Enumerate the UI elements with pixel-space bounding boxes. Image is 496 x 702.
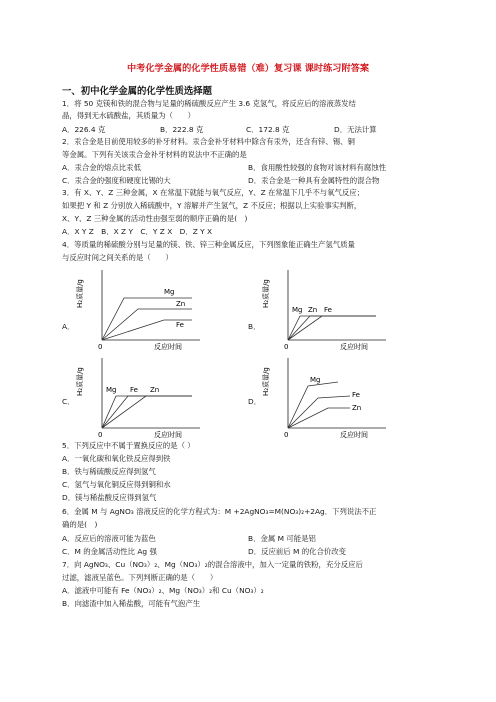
q1-option-a: A．226.4 克 bbox=[62, 125, 106, 134]
q5-option-d: D．镁与稀盐酸反应得到氢气 bbox=[62, 493, 157, 502]
q3-stem-line1: 3．有 X、Y、Z 三种金属，X 在常温下就能与氧气反应，Y、Z 在常温下几乎不与氧气反应； bbox=[62, 188, 365, 197]
x-axis-label: 反应时间 bbox=[340, 431, 368, 438]
series-label-zn: Zn bbox=[176, 300, 186, 308]
series-label-fe: Fe bbox=[352, 391, 360, 399]
q4-option-d-label: D． bbox=[248, 397, 262, 406]
q3-options: A．X Y Z B．X Z Y C．Y Z X D．Z Y X bbox=[62, 227, 213, 236]
q5-stem: 5．下列反应中不属于置换反应的是（ ） bbox=[62, 441, 195, 450]
q6-option-d: D．反应前后 M 的化合价改变 bbox=[248, 547, 347, 556]
q6-stem-line1: 6．金属 M 与 AgNO₃ 溶液反应的化学方程式为：M +2AgNO₃=M(NO₃)₂+2Ag．下列说法不正 bbox=[62, 507, 377, 516]
q4-option-b-label: B． bbox=[248, 322, 261, 331]
series-label-mg: Mg bbox=[164, 288, 175, 296]
q4-option-a-label: A． bbox=[62, 322, 75, 331]
q1-option-d: D．无法计算 bbox=[334, 125, 377, 134]
q2-stem-line2: 等金属。下列有关该汞合金补牙材料的说法中不正确的是 bbox=[62, 150, 247, 159]
y-axis-label: H₂质量/g bbox=[76, 367, 84, 396]
q7-option-a: A．滤液中可能有 Fe（NO₃）₂、Mg（NO₃）₂和 Cu（NO₃）₂ bbox=[62, 586, 264, 595]
q2-option-b: B．食用酸性较强的食物对该材料有腐蚀性 bbox=[248, 163, 387, 172]
q2-option-d: D．汞合金是一种具有金属特性的混合物 bbox=[248, 176, 380, 185]
series-line-mg bbox=[288, 382, 338, 428]
q1-option-c: C．172.8 克 bbox=[246, 125, 290, 134]
q6-option-b: B．金属 M 可能是铝 bbox=[248, 534, 316, 543]
series-label-zn: Zn bbox=[352, 404, 362, 412]
q3-stem-line3: X、Y、Z 三种金属的活动性由强至弱的顺序正确的是( ) bbox=[62, 214, 248, 223]
q3-stem-line2: 如果把 Y 和 Z 分别放入稀硫酸中，Y 溶解并产生氢气，Z 不反应；根据以上实验事实判断， bbox=[62, 201, 362, 210]
series-label-fe: Fe bbox=[324, 306, 332, 314]
y-axis-label: H₂质量/g bbox=[262, 367, 270, 396]
q4-chart-b bbox=[258, 264, 388, 350]
q7-stem-line2: 过滤，滤液呈蓝色。下列判断正确的是（ ） bbox=[62, 573, 218, 582]
q7-option-b: B．向滤渣中加入稀盐酸，可能有气泡产生 bbox=[62, 599, 201, 608]
x-axis-label: 反应时间 bbox=[154, 431, 182, 438]
q4-chart-a bbox=[72, 264, 202, 350]
series-line-zn bbox=[288, 316, 376, 340]
q5-option-b: B．铁与稀硫酸反应得到氢气 bbox=[62, 467, 156, 476]
q4-chart-d bbox=[258, 352, 388, 438]
q1-stem-line1: 1．将 50 克镁和铁的混合物与足量的稀硫酸反应产生 3.6 克氢气，将反应后的溶液蒸发结 bbox=[62, 99, 356, 108]
page-title: 中考化学金属的化学性质易错（难）复习课 课时练习附答案 bbox=[126, 63, 370, 74]
series-label-mg: Mg bbox=[310, 376, 321, 384]
q6-option-c: C．M 的金属活动性比 Ag 强 bbox=[62, 547, 157, 556]
series-line-mg bbox=[288, 316, 376, 340]
series-label-zn: Zn bbox=[150, 386, 160, 394]
series-line-fe bbox=[102, 396, 192, 428]
q4-stem-line1: 4．等质量的稀硫酸分别与足量的镁、铁、锌三种金属反应，下列图象能正确生产氢气质量 bbox=[62, 240, 355, 249]
q2-option-c: C．汞合金的强度和硬度比锡的大 bbox=[62, 176, 171, 185]
q1-stem-line2: 晶，得到无水硫酸盐，其质量为（ ） bbox=[62, 111, 196, 120]
series-label-mg: Mg bbox=[292, 306, 303, 314]
section-heading: 一、初中化学金属的化学性质选择题 bbox=[62, 86, 213, 97]
q5-option-a: A．一氧化碳和氧化铁反应得到铁 bbox=[62, 454, 171, 463]
q4-stem-line2: 与反应时间之间关系的是（ ） bbox=[62, 253, 173, 262]
x-axis-label: 反应时间 bbox=[340, 343, 368, 350]
y-axis-label: H₂质量/g bbox=[76, 279, 84, 308]
series-line-fe bbox=[288, 316, 376, 340]
series-label-zn: Zn bbox=[308, 306, 318, 314]
q7-stem-line1: 7．向 AgNO₃、Cu（NO₃）₂、Mg（NO₃）₂的混合溶液中，加入一定量的铁粉，充分反应后 bbox=[62, 560, 363, 569]
q5-option-c: C．氢气与氧化铜反应得到铜和水 bbox=[62, 480, 171, 489]
series-label-fe: Fe bbox=[130, 386, 138, 394]
series-label-fe: Fe bbox=[176, 321, 184, 329]
origin-label: 0 bbox=[284, 431, 289, 438]
q2-stem-line1: 2．汞合金是目前使用较多的补牙材料。汞合金补牙材料中除含有汞外，还含有锌、锡、铜 bbox=[62, 137, 355, 146]
origin-label: 0 bbox=[98, 431, 103, 438]
q4-option-c-label: C． bbox=[62, 397, 75, 406]
y-axis-label: H₂质量/g bbox=[262, 279, 270, 308]
series-label-mg: Mg bbox=[106, 386, 117, 394]
q6-stem-line2: 确的是( ) bbox=[62, 520, 98, 529]
q1-option-b: B．222.8 克 bbox=[160, 125, 204, 134]
origin-label: 0 bbox=[284, 343, 289, 350]
q2-option-a: A．汞合金的熔点比汞低 bbox=[62, 163, 141, 172]
q6-option-a: A．反应后的溶液可能为蓝色 bbox=[62, 534, 156, 543]
origin-label: 0 bbox=[98, 343, 103, 350]
q4-chart-c bbox=[72, 352, 202, 438]
x-axis-label: 反应时间 bbox=[154, 343, 182, 350]
series-line-zn bbox=[288, 408, 350, 428]
